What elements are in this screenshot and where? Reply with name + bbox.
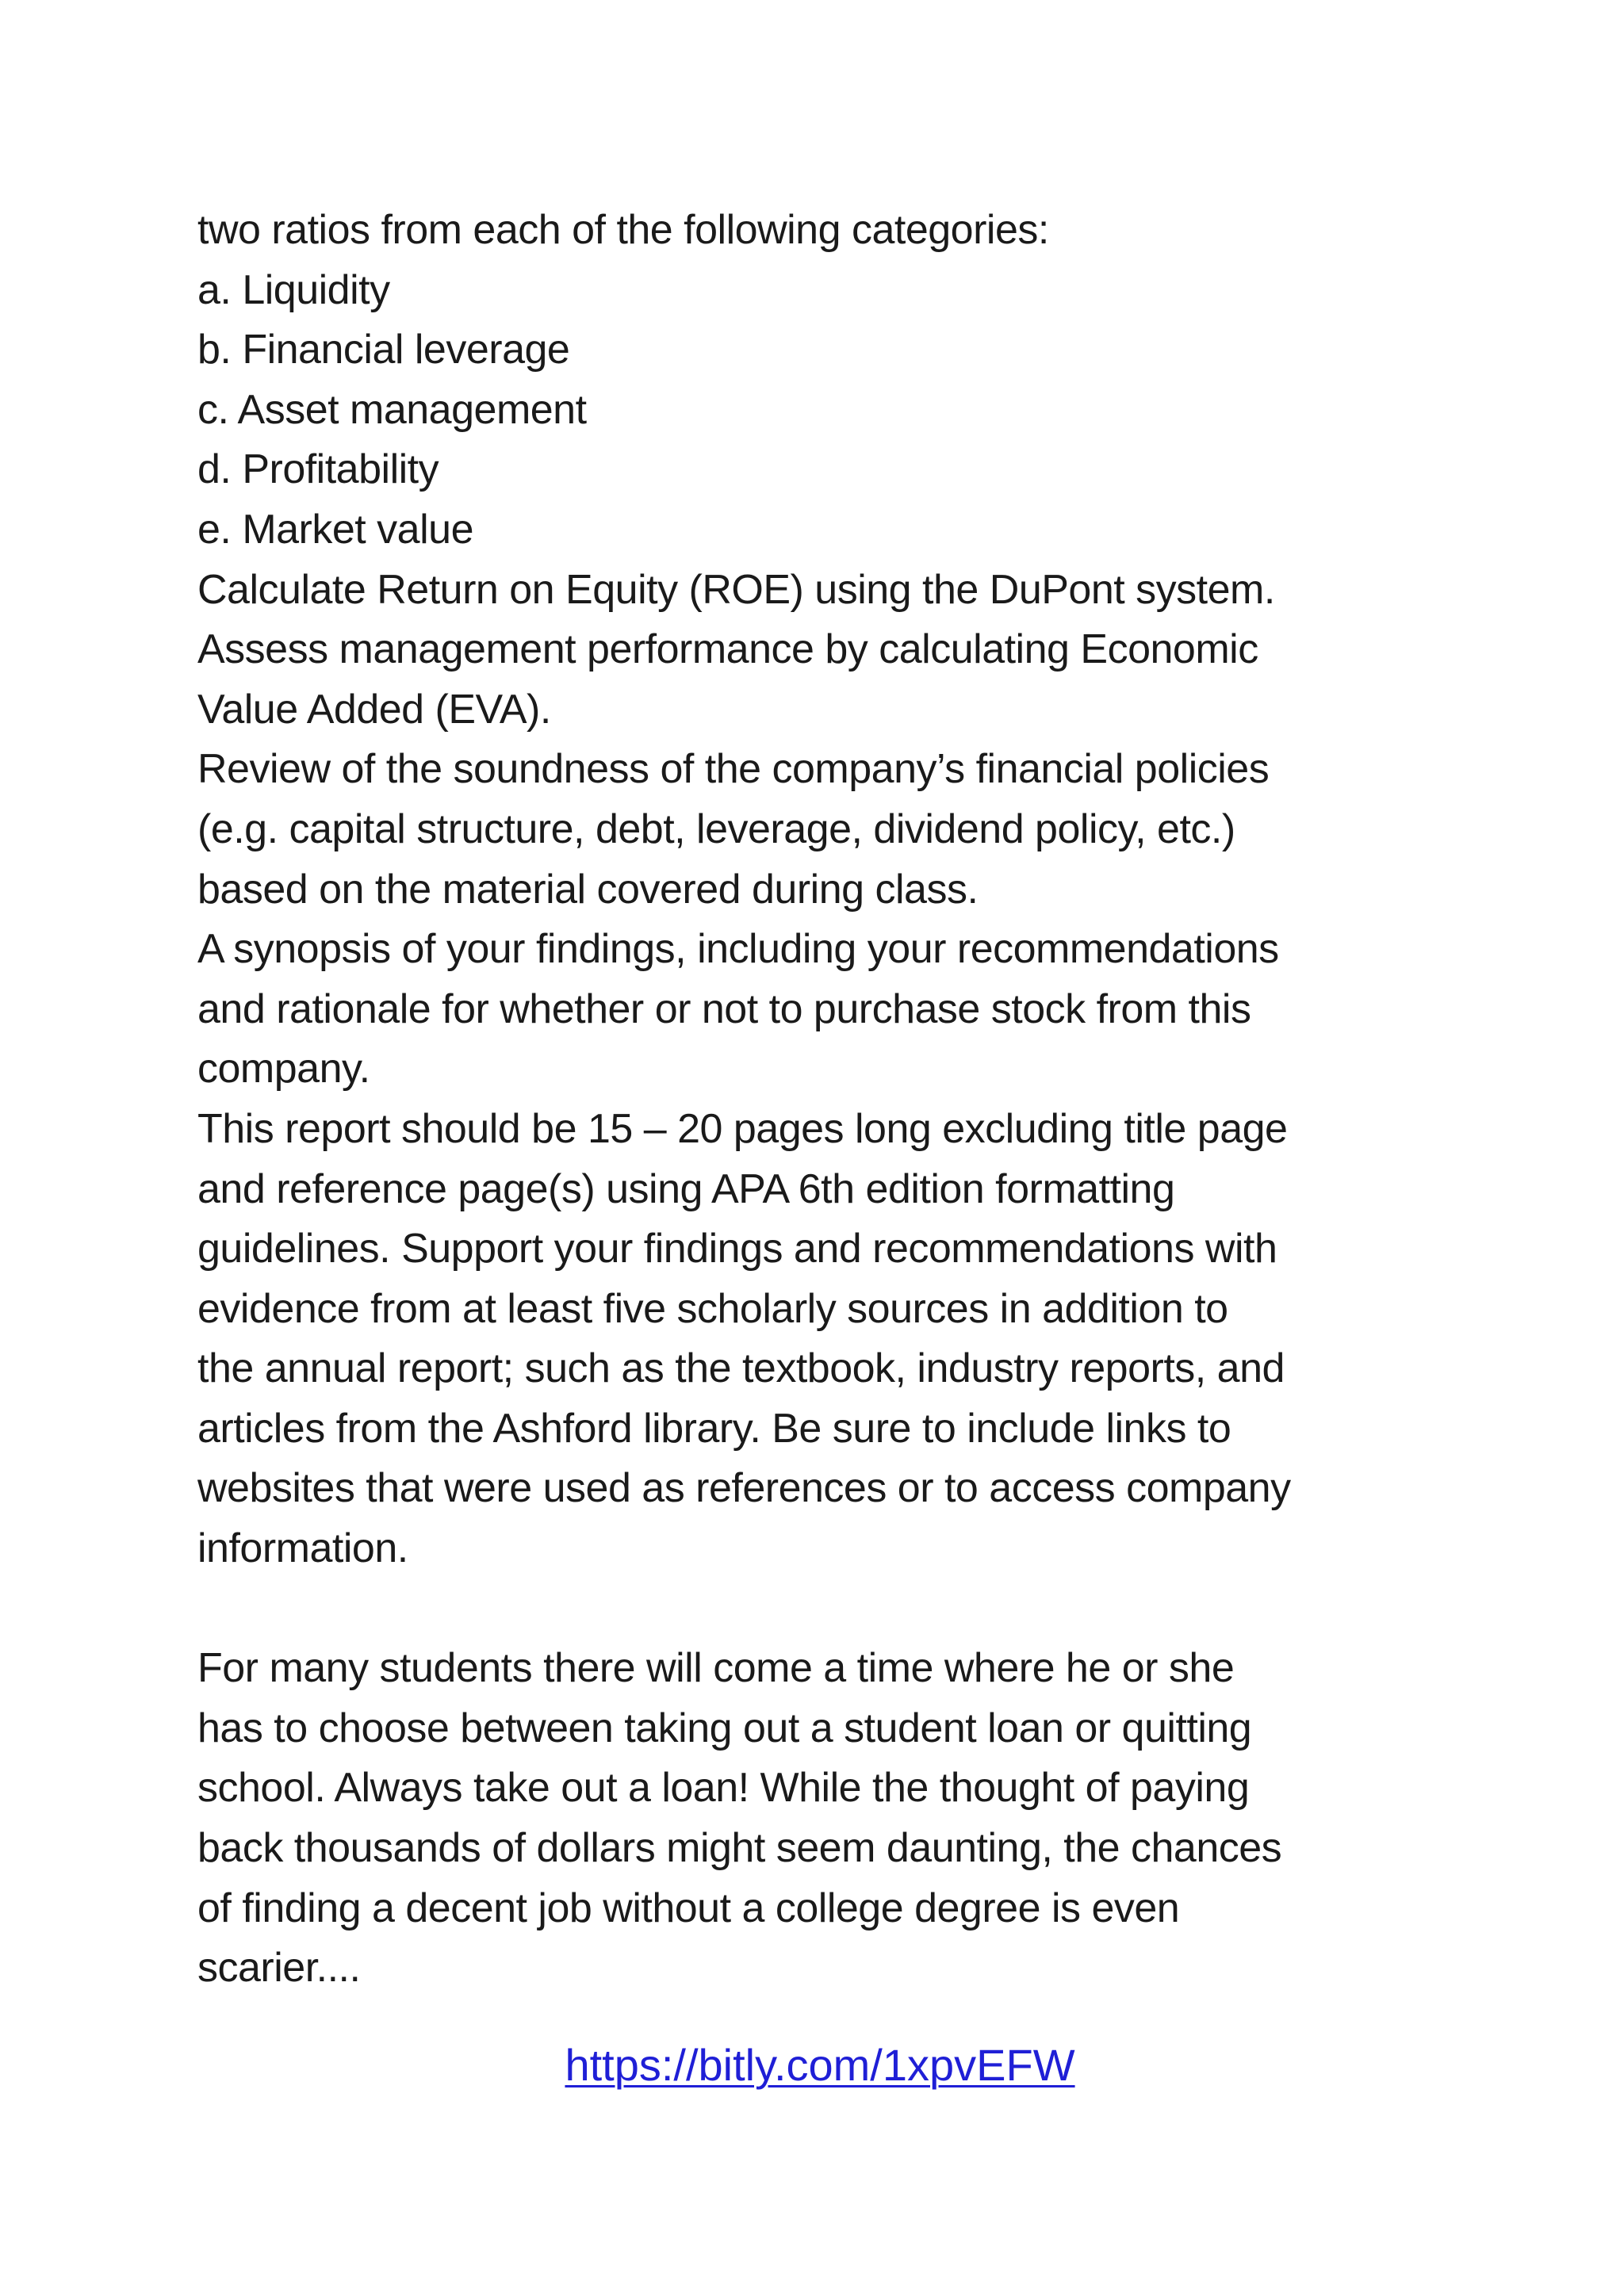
- text-line: articles from the Ashford library. Be sure to include links to: [197, 1405, 1231, 1452]
- list-item-market-value: e. Market value: [197, 506, 473, 553]
- text-line: information.: [197, 1525, 408, 1572]
- list-item-profitability: d. Profitability: [197, 446, 439, 493]
- promo-line: of finding a decent job without a college degree is even: [197, 1885, 1180, 1931]
- text-line: This report should be 15 – 20 pages long excluding title page: [197, 1105, 1288, 1152]
- promo-line: For many students there will come a time where he or she: [197, 1645, 1235, 1692]
- text-line: Value Added (EVA).: [197, 686, 551, 733]
- text-line: company.: [197, 1046, 370, 1093]
- text-line: based on the material covered during class.: [197, 866, 979, 913]
- document-body: [197, 201, 1482, 1999]
- text-line: websites that were used as references or to access company: [197, 1465, 1291, 1512]
- text-line: two ratios from each of the following categories:: [197, 207, 1049, 253]
- promo-link[interactable]: https://bitly.com/1xpvEFW: [565, 2040, 1075, 2090]
- promo-line: scarier....: [197, 1945, 361, 1992]
- text-line: Review of the soundness of the company’s financial policies: [197, 746, 1270, 793]
- list-item-liquidity: a. Liquidity: [197, 266, 390, 313]
- link-container: [0, 2034, 1624, 2097]
- text-line: (e.g. capital structure, debt, leverage, dividend policy, etc.): [197, 806, 1235, 852]
- text-line: the annual report; such as the textbook, industry reports, and: [197, 1345, 1285, 1392]
- list-item-asset-management: c. Asset management: [197, 386, 587, 433]
- promo-line: has to choose between taking out a student loan or quitting: [197, 1705, 1252, 1751]
- paragraph-gap: [197, 1579, 1482, 1640]
- text-line: Calculate Return on Equity (ROE) using the DuPont system.: [197, 566, 1275, 613]
- text-line: guidelines. Support your findings and recommendations with: [197, 1226, 1277, 1272]
- text-line: evidence from at least five scholarly sources in addition to: [197, 1285, 1228, 1332]
- text-line: and rationale for whether or not to purchase stock from this: [197, 985, 1251, 1032]
- promo-line: school. Always take out a loan! While the thought of paying: [197, 1765, 1250, 1812]
- text-line: A synopsis of your findings, including your recommendations: [197, 926, 1279, 973]
- promo-line: back thousands of dollars might seem daunting, the chances: [197, 1825, 1282, 1872]
- text-line: and reference page(s) using APA 6th edition formatting: [197, 1165, 1175, 1212]
- list-item-financial-leverage: b. Financial leverage: [197, 327, 570, 373]
- text-line: Assess management performance by calculating Economic: [197, 626, 1258, 673]
